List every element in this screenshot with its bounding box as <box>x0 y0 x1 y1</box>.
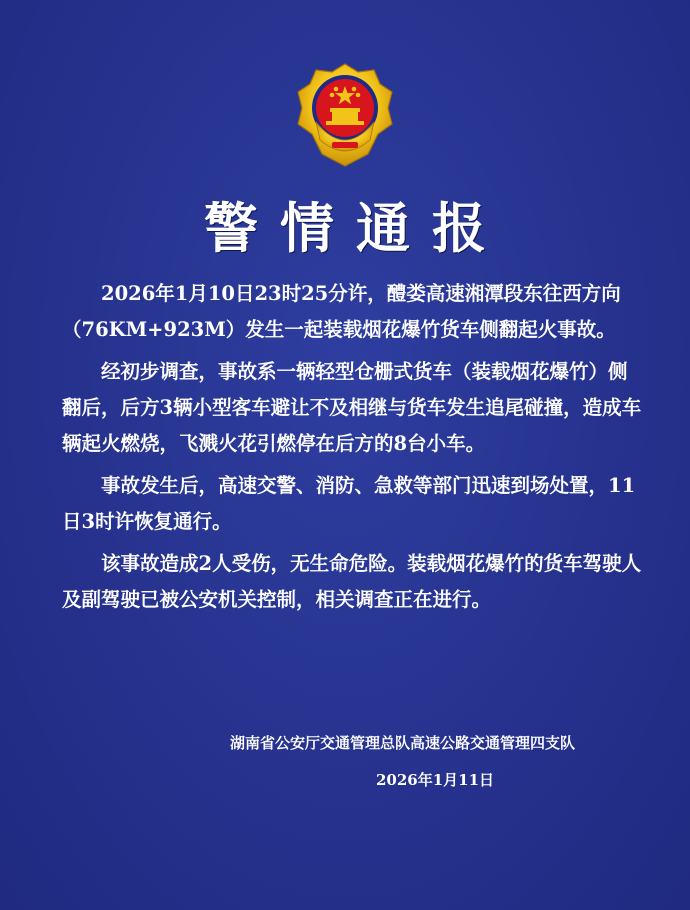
issuer-name: 湖南省公安厅交通管理总队高速公路交通管理四支队 <box>230 734 576 752</box>
issue-date: 2026年1月11日 <box>376 771 495 789</box>
paragraph-incident: 2026年1月10日23时25分许，醴娄高速湘潭段东往西方向（76KM+923M）发生一起装载烟花爆竹货车侧翻起火事故。 <box>62 282 621 341</box>
notice-body <box>62 276 642 624</box>
paragraph-casualties: 该事故造成2人受伤，无生命危险。装载烟花爆竹的货车驾驶人及副驾驶已被公安机关控制，相关调查正在进行。 <box>62 552 642 611</box>
notice-title: 警情通报 <box>204 196 508 260</box>
police-emblem-icon <box>296 62 394 170</box>
paragraph-investigation: 经初步调查，事故系一辆轻型仓栅式货车（装载烟花爆竹）侧翻后，后方3辆小型客车避让不及相继与货车发生追尾碰撞，造成车辆起火燃烧，飞溅火花引燃停在后方的8台小车。 <box>62 360 642 455</box>
paragraph-response: 事故发生后，高速交警、消防、急救等部门迅速到场处置，11日3时许恢复通行。 <box>62 474 636 533</box>
